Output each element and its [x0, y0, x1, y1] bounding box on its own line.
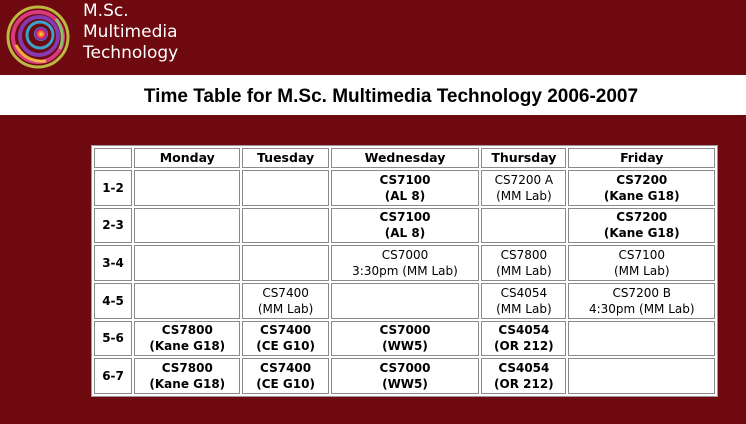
timetable-cell [481, 245, 566, 281]
course-location: (AL 8) [384, 188, 426, 203]
time-slot-label: 2-3 [94, 208, 132, 244]
course-location: (Kane G18) [603, 226, 680, 241]
timetable-cell [568, 245, 715, 281]
course-location: (MM Lab) [613, 264, 670, 279]
table-row [94, 170, 715, 206]
table-row [94, 283, 715, 319]
course-location: (WW5) [382, 339, 428, 354]
timetable-cell [331, 245, 479, 281]
course-code: CS4054 [498, 323, 550, 338]
timetable-cell [134, 321, 240, 357]
course-code: CS7400 [260, 361, 312, 376]
site-name-line: Multimedia [83, 22, 178, 42]
site-name-line: Technology [83, 43, 179, 63]
course-location: (MM Lab) [496, 301, 552, 316]
timetable-cell [331, 208, 479, 244]
table-row [94, 208, 715, 244]
timetable-cell [242, 283, 328, 319]
course-code: CS7100 [618, 248, 666, 263]
course-location: 4:30pm (MM Lab) [588, 301, 695, 316]
course-code: CS7000 [379, 361, 431, 376]
course-code: CS7800 [500, 248, 548, 263]
course-code: CS7000 [379, 323, 431, 338]
timetable-cell [481, 358, 566, 394]
course-code: CS7100 [379, 172, 431, 187]
course-location: 3:30pm (MM Lab) [352, 264, 458, 279]
course-code: CS7400 [262, 285, 309, 300]
site-header [0, 0, 746, 74]
timetable-cell [331, 321, 479, 357]
corner-cell [94, 148, 132, 168]
site-name [83, 1, 178, 64]
time-slot-label: 6-7 [94, 358, 132, 394]
site-name-line: M.Sc. [83, 1, 129, 21]
timetable-header-row [94, 148, 715, 168]
table-row [94, 358, 715, 394]
timetable-cell [134, 208, 240, 244]
course-location: (MM Lab) [257, 301, 314, 316]
day-header: Wednesday [331, 148, 479, 168]
course-code: CS7800 [161, 361, 213, 376]
timetable-cell [134, 170, 240, 206]
course-code: CS7800 [161, 323, 213, 338]
course-location: (CE G10) [256, 377, 315, 392]
page-title: Time Table for M.Sc. Multimedia Technology 2006-2007 [143, 86, 639, 107]
course-code: CS7100 [379, 210, 431, 225]
course-location: (Kane G18) [603, 188, 680, 203]
course-location: (Kane G18) [149, 339, 226, 354]
course-code: CS7000 [381, 248, 429, 263]
day-header: Friday [568, 148, 715, 168]
time-slot-label: 5-6 [94, 321, 132, 357]
course-code: CS7200 B [612, 285, 672, 300]
timetable-cell [481, 170, 566, 206]
course-code: CS7200 [616, 172, 668, 187]
timetable-cell [242, 245, 328, 281]
course-code: CS7200 A [494, 172, 554, 187]
course-location: (MM Lab) [496, 188, 552, 203]
course-code: CS4054 [500, 285, 548, 300]
timetable-cell [568, 208, 715, 244]
course-code: CS7200 [616, 210, 668, 225]
timetable [91, 145, 718, 397]
course-location: (CE G10) [256, 339, 315, 354]
day-header: Tuesday [242, 148, 328, 168]
timetable-cell [568, 358, 715, 394]
time-slot-label: 1-2 [94, 170, 132, 206]
course-code: CS4054 [498, 361, 550, 376]
timetable-cell [568, 170, 715, 206]
timetable-cell [331, 170, 479, 206]
timetable-cell [331, 283, 479, 319]
timetable-cell [134, 245, 240, 281]
table-row [94, 321, 715, 357]
timetable-cell [242, 170, 328, 206]
timetable-cell [481, 283, 566, 319]
timetable-cell [242, 208, 328, 244]
timetable-cell [134, 283, 240, 319]
day-header: Monday [134, 148, 240, 168]
timetable-cell [134, 358, 240, 394]
course-location: (MM Lab) [496, 264, 552, 279]
course-location: (OR 212) [494, 377, 554, 392]
timetable-cell [242, 321, 328, 357]
swirl-logo-icon[interactable] [6, 5, 70, 69]
course-code: CS7400 [260, 323, 312, 338]
time-slot-label: 3-4 [94, 245, 132, 281]
time-slot-label: 4-5 [94, 283, 132, 319]
timetable-cell [568, 321, 715, 357]
table-row [94, 245, 715, 281]
timetable-cell [481, 321, 566, 357]
timetable-cell [331, 358, 479, 394]
course-location: (Kane G18) [149, 377, 226, 392]
course-location: (OR 212) [494, 339, 554, 354]
timetable-cell [481, 208, 566, 244]
course-location: (AL 8) [384, 226, 426, 241]
timetable-cell [242, 358, 328, 394]
day-header: Thursday [481, 148, 566, 168]
course-location: (WW5) [382, 377, 428, 392]
timetable-cell [568, 283, 715, 319]
